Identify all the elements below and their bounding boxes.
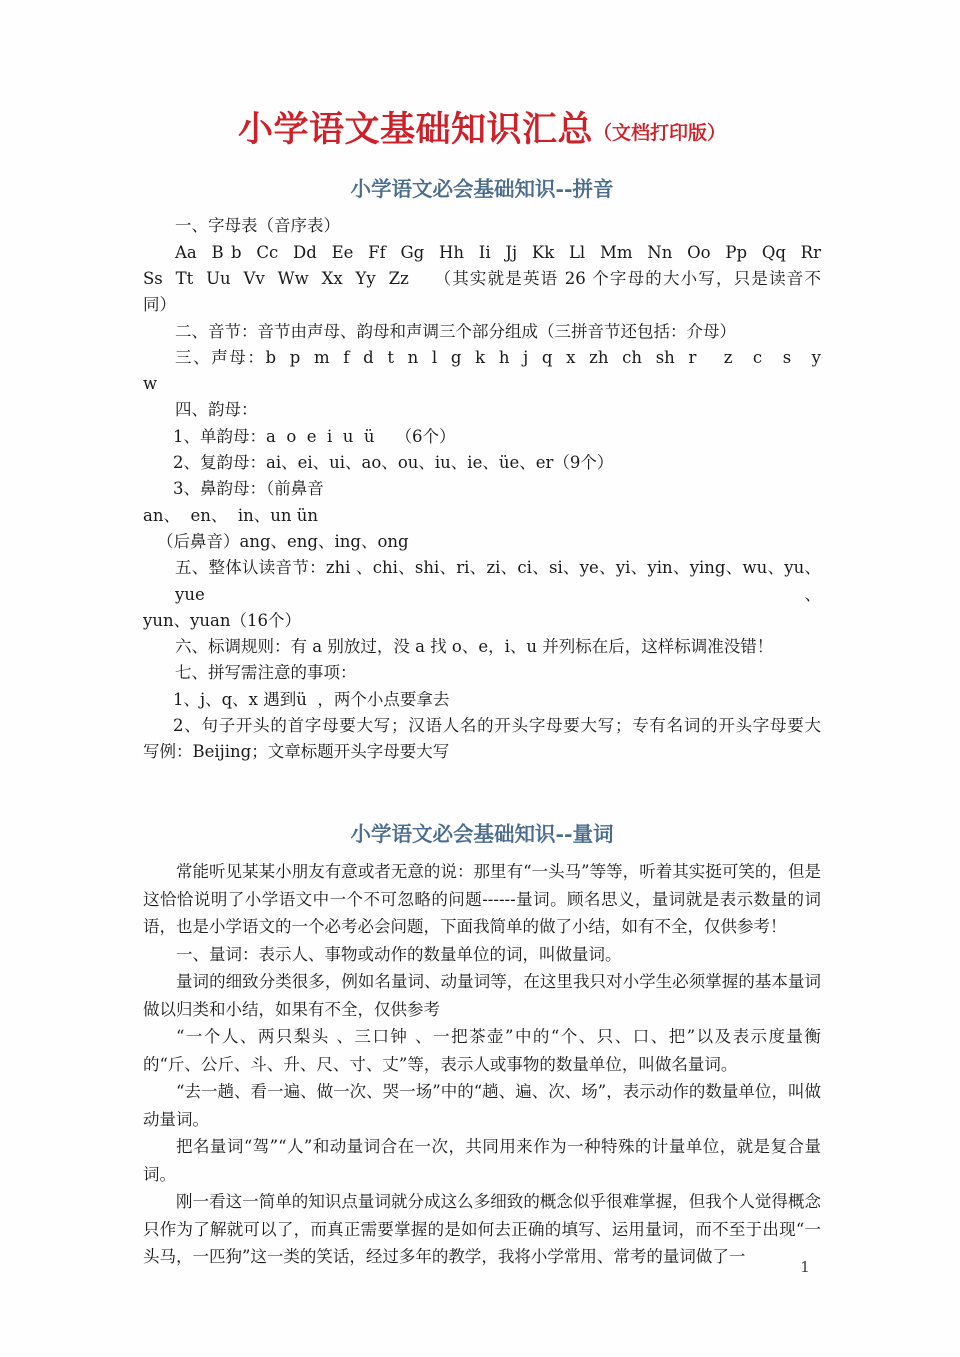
- liangci-paragraph: “去一趟、看一遍、做一次、哭一场”中的“趟、遍、次、场”，表示动作的数量单位，叫做动量词。: [143, 1082, 821, 1129]
- pinyin-line: 2、句子开头的首字母要大写；汉语人名的开头字母要大写；专有名词的开头字母要大: [173, 715, 821, 735]
- liangci-paragraph: “一个人、两只梨头 、三口钟 、一把茶壶”中的“个、只、口、把”以及表示度量衡的“斤、公斤、斗、升、尺、寸、丈”等，表示人或事物的数量单位，叫做名量词。: [143, 1027, 821, 1074]
- section-liangci-body: [143, 858, 821, 1271]
- liangci-paragraph: 刚一看这一简单的知识点量词就分成这么多细致的概念似乎很难掌握，但我个人觉得概念只作为了解就可以了，而真正需要掌握的是如何去正确的填写、运用量词，而不至于出现“一头马，一匹狗”这一类的笑话，经过多年的教学，我将小学常用、常考的量词做了一: [143, 1192, 821, 1267]
- pinyin-line: 五、整体认读音节：zhi 、chi、shi、ri、zi、ci、si、ye、yi、yin、ying、wu、yu、yue、: [175, 558, 821, 604]
- pinyin-line: 写例：Beijing；文章标题开头字母要大写: [143, 742, 450, 762]
- page-title: [143, 109, 821, 150]
- liangci-paragraph: 把名量词“驾”“人”和动量词合在一次，共同用来作为一种特殊的计量单位，就是复合量词。: [143, 1137, 821, 1184]
- page-title-main: 小学语文基础知识汇总: [237, 109, 593, 150]
- document-content: [143, 109, 821, 1271]
- pinyin-line: 3、鼻韵母：（前鼻音: [173, 479, 324, 499]
- section-gap: [143, 766, 821, 822]
- liangci-paragraph: 一、量词：表示人、事物或动作的数量单位的词，叫做量词。: [176, 944, 622, 964]
- page-number: 1: [800, 1258, 810, 1276]
- pinyin-line: （后鼻音）ang、eng、ing、ong: [157, 531, 409, 551]
- pinyin-line: an、 en、 in、un ün: [143, 505, 318, 525]
- section-pinyin-body: [143, 213, 821, 765]
- pinyin-line: Aa B b Cc Dd Ee Ff Gg Hh Ii Jj Kk Ll Mm Nn Oo Pp Qq Rr: [175, 242, 821, 262]
- pinyin-line: 四、韵母：: [175, 400, 258, 420]
- pinyin-line: 同）: [143, 295, 176, 315]
- section-heading-pinyin: 小学语文必会基础知识--拼音: [350, 176, 614, 201]
- section-heading-liangci: 小学语文必会基础知识--量词: [350, 821, 614, 846]
- liangci-paragraph: 量词的细致分类很多，例如名量词、动量词等，在这里我只对小学生必须掌握的基本量词做以归类和小结，如果有不全，仅供参考: [143, 972, 821, 1019]
- pinyin-line: 二、音节：音节由声母、韵母和声调三个部分组成（三拼音节还包括：介母）: [175, 321, 736, 341]
- pinyin-line: 六、标调规则：有 a 别放过，没 a 找 o、e，i、u 并列标在后，这样标调准没错！: [175, 637, 774, 657]
- pinyin-line: 三、声母：b p m f d t n l g k h j q x zh ch sh r z c s y: [175, 347, 821, 367]
- pinyin-line: w: [143, 374, 158, 394]
- pinyin-line: 2、复韵母：ai、ei、ui、ao、ou、iu、ie、üe、er（9个）: [173, 453, 614, 473]
- pinyin-line: 1、j、q、x 遇到ü ，两个小点要拿去: [173, 689, 450, 709]
- pinyin-line: Ss Tt Uu Vv Ww Xx Yy Zz （其实就是英语 26 个字母的大小写，只是读音不: [143, 268, 821, 288]
- pinyin-line: yun、yuan（16个）: [143, 610, 301, 630]
- pinyin-line: 一、字母表（音序表）: [175, 216, 340, 236]
- liangci-paragraph: 常能听见某某小朋友有意或者无意的说：那里有“一头马”等等，听着其实挺可笑的，但是这恰恰说明了小学语文中一个不可忽略的问题------量词。顾名思义，量词就是表示数量的词语，也是小学语文的一个必考必会问题，下面我简单的做了小结，如有不全，仅供参考！: [143, 862, 821, 937]
- pinyin-line: 七、拼写需注意的事项：: [175, 663, 357, 683]
- pinyin-line: 1、单韵母：a o e i u ü （6个）: [173, 426, 456, 446]
- page-title-sub: （文档打印版）: [593, 122, 727, 144]
